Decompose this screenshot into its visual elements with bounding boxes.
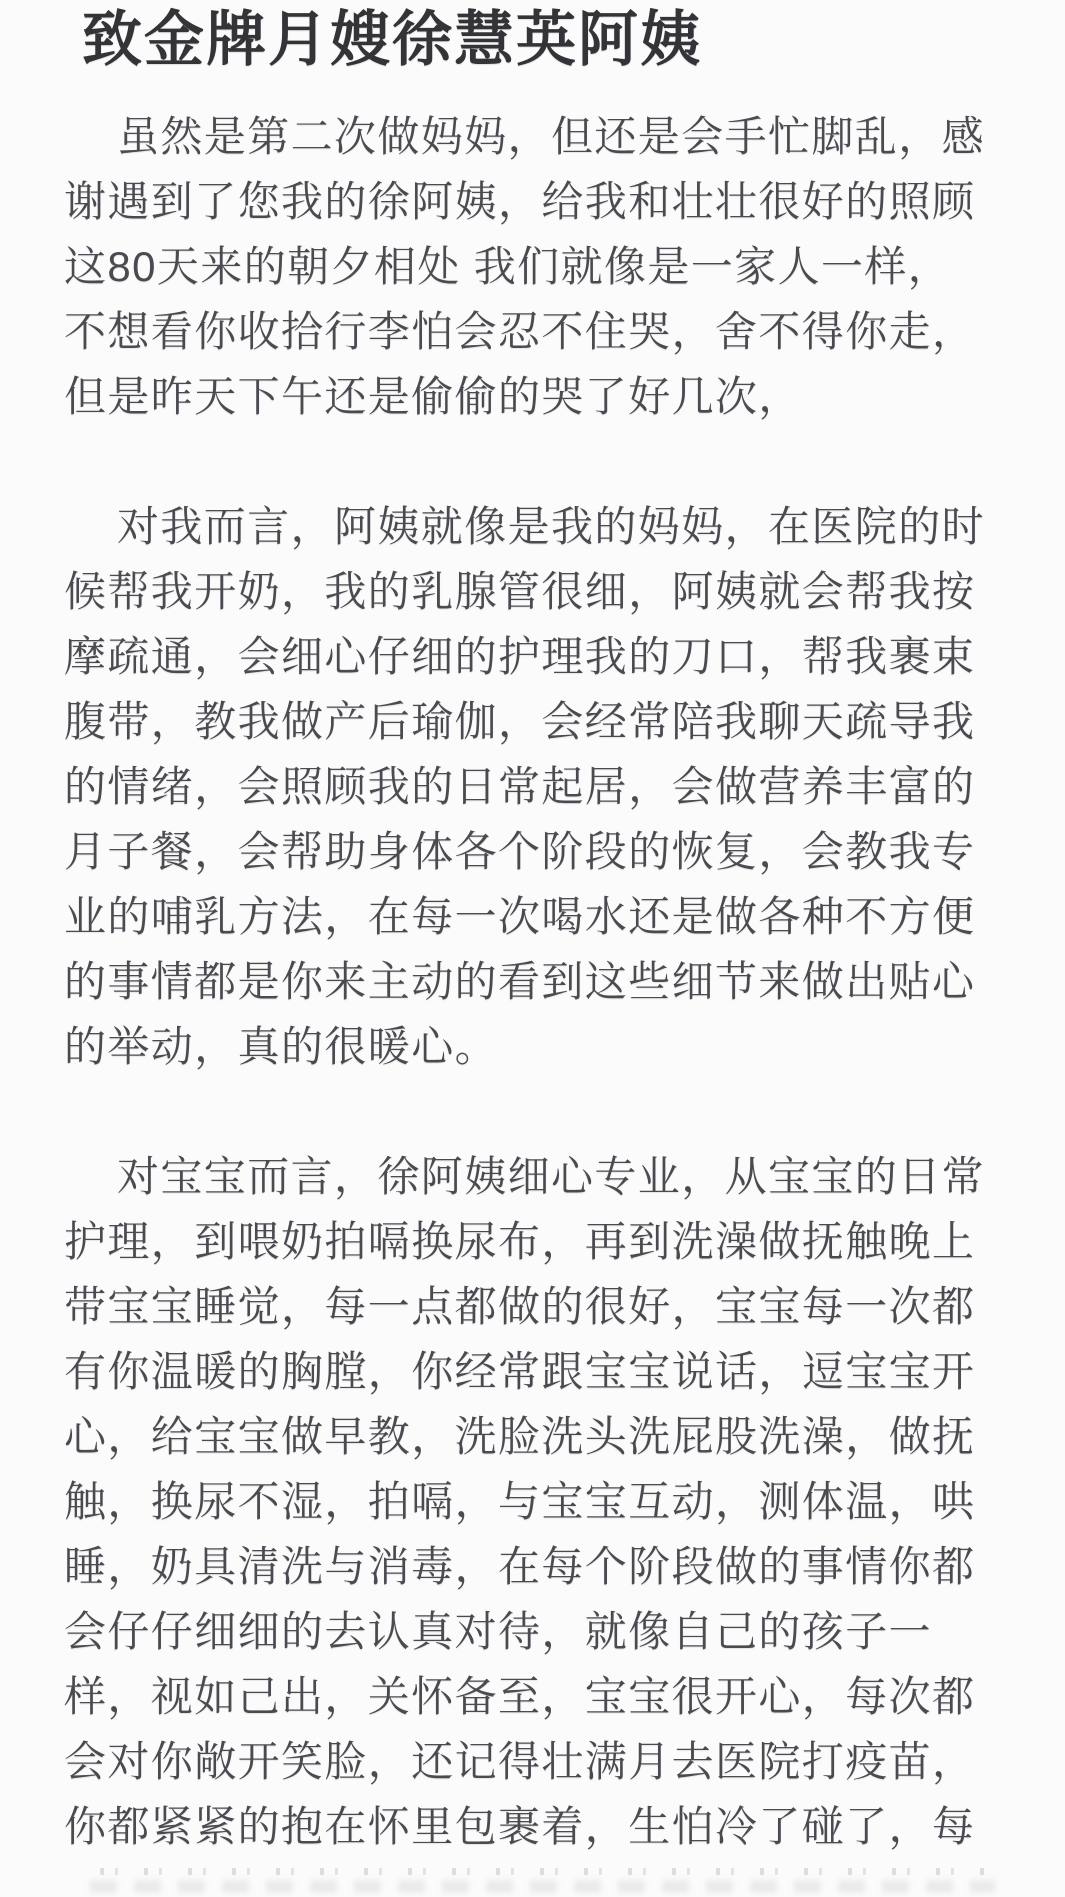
article-body xyxy=(64,104,989,1859)
paragraph: 对我而言，阿姨就像是我的妈妈，在医院的时候帮我开奶，我的乳腺管很细，阿姨就会帮我按摩疏通，会细心仔细的护理我的刀口，帮我裹束腹带，教我做产后瑜伽，会经常陪我聊天疏导我的情绪，会照顾我的日常起居，会做营养丰富的月子餐，会帮助身体各个阶段的恢复，会教我专业的哺乳方法，在每一次喝水还是做各种不方便的事情都是你来主动的看到这些细节来做出贴心的举动，真的很暖心。 xyxy=(64,503,986,1070)
cutoff-text-remnant-blur xyxy=(90,1880,995,1893)
paragraph: 对宝宝而言，徐阿姨细心专业，从宝宝的日常护理，到喂奶拍嗝换尿布，再到洗澡做抚触晚上带宝宝睡觉，每一点都做的很好，宝宝每一次都有你温暖的胸膛，你经常跟宝宝说话，逗宝宝开心，给宝宝做早教，洗脸洗头洗屁股洗澡，做抚触，换尿不湿，拍嗝，与宝宝互动，测体温，哄睡，奶具清洗与消毒，在每个阶段做的事情你都会仔仔细细的去认真对待，就像自己的孩子一样，视如己出，关怀备至，宝宝很开心，每次都会对你敞开笑脸，还记得壮满月去医院打疫苗，你都紧紧的抱在怀里包裹着，生怕冷了碰了，每 xyxy=(64,1153,986,1850)
cutoff-text-remnant xyxy=(100,1868,985,1875)
letter-content xyxy=(64,6,989,1859)
page-title: 致金牌月嫂徐慧英阿姨 xyxy=(82,6,702,73)
paragraph: 虽然是第二次做妈妈，但还是会手忙脚乱，感谢遇到了您我的徐阿姨，给我和壮壮很好的照顾 这80天来的朝夕相处 我们就像是一家人一样，不想看你收拾行李怕会忍不住哭，舍不得你走，但是昨天下午还是偷偷的哭了好几次， xyxy=(64,113,986,420)
